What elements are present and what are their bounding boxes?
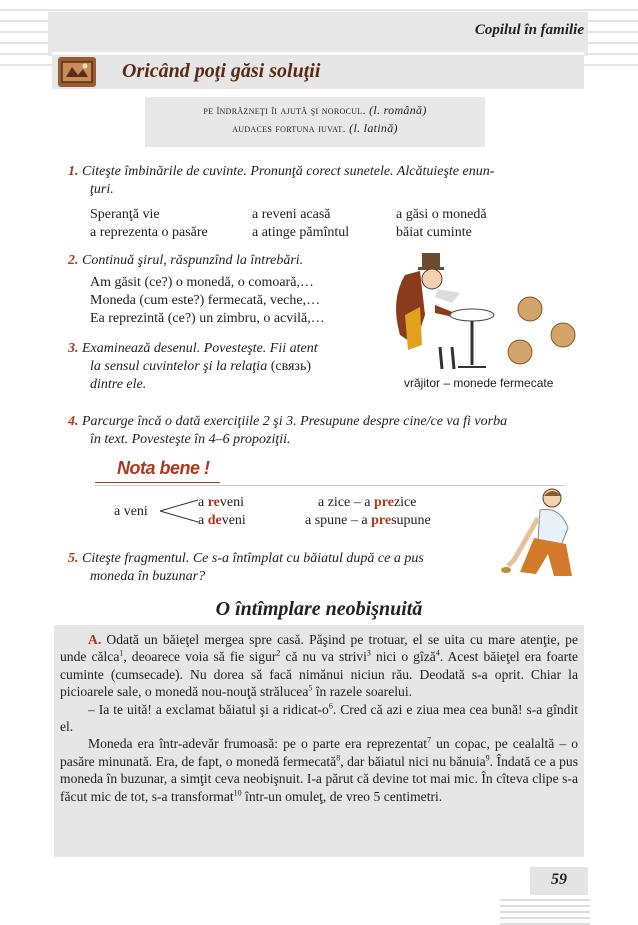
nota-bene-title: Nota bene ! [117, 458, 210, 478]
wizard-face [422, 269, 442, 289]
exercise-1-instruction [68, 163, 583, 181]
coin-3 [508, 340, 532, 364]
nota-bene-rule [95, 485, 565, 486]
word-2-1: a reprezenta o pasăre [90, 225, 208, 240]
word-2-2: a atinge pămîntul [252, 225, 350, 240]
story-paragraph-1: A. Odată un băieţel mergea spre casă. Păşind pe trotuar, el se uita cu mare atenţie, pe unde călca$^1$, deoarece voia să fie sigur$^2$ că nu va strivi$^3$ nici o gîză$^4$. Acest băieţel era foarte cuminte (cumsecade). Nu dorea să facă nimănui niciun rău. Deodată s-a oprit. Chiar la picioarele sale, o monedă nou-nouţă strălucea$^5$ în razele soarelui. [60, 632, 579, 700]
story-paragraph-3: Moneda era într-adevăr frumoasă: pe o parte era reprezentat$^7$ un copac, pe cealaltă – o pasăre minunată. Era, de fapt, o monedă fermecată$^8$, dar băiatul nici nu bănuia$^9$. Îndată ce a pus moneda în buzunar, a simţit ceva neobişnuit. I-a părut că devine tot mai mic. În cîteva clipe s-a făcut mic de tot, s-a transformat$^{10}$ într-un omuleţ, de vreo 5 centimetri. [60, 735, 579, 804]
wizard-beard [435, 289, 460, 303]
exercise-1-text-b: ţuri. [90, 182, 114, 197]
nota-pair-1: a zice – a prezice [318, 495, 417, 510]
exercise-4-line-a [68, 413, 583, 431]
exercise-3-text-c: dintre ele. [90, 377, 147, 392]
motto-ro-note: (l. română) [369, 103, 427, 117]
nota-pair-2: a spune – a presupune [305, 513, 431, 528]
exercise-3-russian: (связь) [270, 359, 312, 374]
story-title: O întîmplare neobişnuită [215, 598, 423, 620]
story-label: A. [88, 632, 102, 647]
book-emblem-icon [58, 57, 96, 87]
exercise-3-line-a [68, 340, 318, 358]
exercise-4-text-a: Parcurge încă o dată exerciţiile 2 şi 3. Presupune despre cine/ce va fi vorba [82, 414, 508, 429]
exercise-3-number: 3. [68, 341, 79, 356]
exercise-3-line-b [90, 358, 311, 376]
story-text [60, 631, 578, 805]
word-1-1: Speranţă vie [90, 207, 160, 222]
exercise-2-line-3: Ea reprezintă (ce?) un zimbru, o acvilă,… [90, 311, 325, 326]
exercise-2-text: Continuă şirul, răspunzînd la întrebări. [82, 253, 304, 268]
nota-derivative-1: a reveni [198, 495, 245, 510]
page-number: 59 [530, 867, 588, 895]
magic-table [450, 309, 494, 321]
exercise-5-number: 5. [68, 551, 79, 566]
exercise-2-line-1: Am găsit (ce?) o monedă, o comoară,… [90, 275, 314, 290]
lesson-title: Oricând poţi găsi soluţii [122, 60, 321, 82]
exercise-2-instruction [68, 252, 303, 270]
nota-base-word: a veni [114, 504, 148, 519]
word-2-3: băiat cuminte [396, 225, 472, 240]
exercise-1-text-a: Citeşte îmbinările de cuvinte. Pronunţă corect sunetele. Alcătuieşte enun- [82, 164, 495, 179]
motto-line-1 [145, 101, 485, 119]
exercise-2-number: 2. [68, 253, 79, 268]
exercise-5-line-a [68, 550, 424, 568]
boy-illustration [490, 488, 582, 580]
nota-derivative-2: a deveni [198, 513, 246, 528]
boy-trousers [520, 538, 572, 576]
exercise-5-text-b: moneda în buzunar? [90, 569, 206, 584]
exercise-4-text-b: în text. Povesteşte în 4–6 propoziţii. [90, 432, 291, 447]
word-1-3: a găsi o monedă [396, 207, 487, 222]
nota-bene-underline [95, 482, 220, 483]
exercise-3-text-b: la sensul cuvintelor şi la relaţia [90, 359, 271, 374]
motto-la: audaces fortuna iuvat. [232, 121, 346, 135]
coin-1 [518, 297, 542, 321]
wizard-illustration [380, 245, 580, 375]
exercise-1-number: 1. [68, 164, 79, 179]
motto-box [145, 97, 485, 147]
illustration-caption: vrăjitor – monede fermecate [404, 376, 554, 390]
word-1-2: a reveni acasă [252, 207, 331, 222]
exercise-3-text-a: Examinează desenul. Povesteşte. Fii atent [82, 341, 318, 356]
wizard-hat [422, 253, 440, 269]
branch-arrow-icon [158, 496, 200, 526]
coin-2 [551, 323, 575, 347]
coin-on-ground [501, 567, 511, 573]
motto-ro: pe îndrăzneţi îi ajută şi norocul. [203, 103, 366, 117]
footer-stripes [500, 895, 590, 925]
chapter-title: Copilul în familie [474, 22, 584, 38]
exercise-2-line-2: Moneda (cum este?) fermecată, veche,… [90, 293, 321, 308]
exercise-5-text-a: Citeşte fragmentul. Ce s-a întîmplat cu băiatul după ce a pus [82, 551, 424, 566]
story-paragraph-2: – Ia te uită! a exclamat băiatul şi a ridicat-$o^6$. Cred că azi e ziua mea cea bună! s-a gîndit el. [60, 701, 578, 735]
exercise-4-number: 4. [68, 414, 79, 429]
motto-line-2 [145, 119, 485, 137]
motto-la-note: (l. latină) [349, 121, 398, 135]
